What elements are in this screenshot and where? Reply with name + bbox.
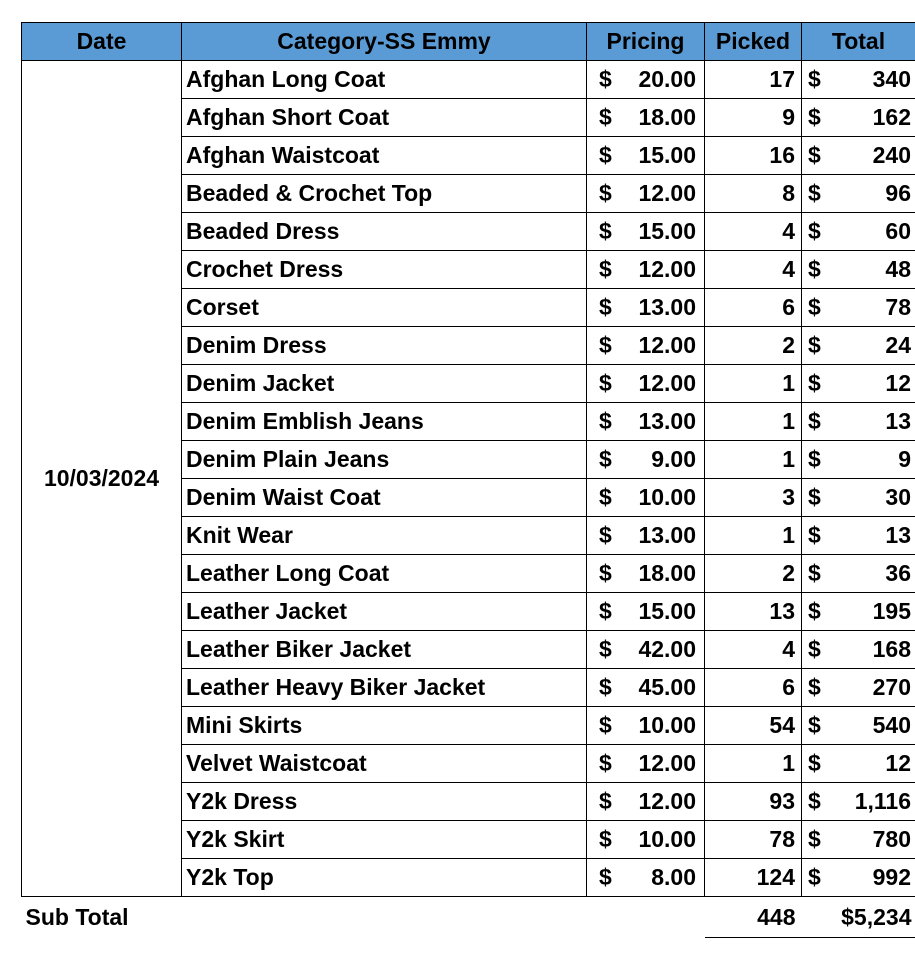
currency-symbol: $ — [599, 674, 612, 700]
total-value: 48 — [885, 256, 911, 282]
currency-symbol: $ — [808, 788, 821, 814]
pricing-value: 8.00 — [651, 864, 696, 890]
currency-symbol: $ — [599, 750, 612, 776]
category-cell[interactable]: Afghan Waistcoat — [182, 137, 587, 175]
total-cell[interactable] — [802, 631, 915, 669]
total-value: 540 — [872, 712, 911, 738]
pricing-cell[interactable] — [587, 517, 705, 555]
date-cell[interactable]: 10/03/2024 — [22, 61, 182, 897]
header-date[interactable]: Date — [22, 23, 182, 61]
total-value: 13 — [885, 522, 911, 548]
currency-symbol: $ — [599, 370, 612, 396]
pricing-cell[interactable] — [587, 365, 705, 403]
picked-cell[interactable]: 8 — [705, 175, 802, 213]
currency-symbol: $ — [808, 66, 821, 92]
currency-symbol: $ — [599, 598, 612, 624]
currency-symbol: $ — [599, 636, 612, 662]
picked-cell[interactable]: 9 — [705, 99, 802, 137]
pricing-value: 12.00 — [638, 256, 696, 282]
currency-symbol: $ — [808, 826, 821, 852]
category-cell[interactable]: Corset — [182, 289, 587, 327]
table-body — [22, 61, 915, 897]
pricing-cell[interactable] — [587, 745, 705, 783]
pricing-cell[interactable] — [587, 137, 705, 175]
total-cell[interactable] — [802, 403, 915, 441]
currency-symbol: $ — [599, 332, 612, 358]
total-cell[interactable] — [802, 821, 915, 859]
currency-symbol: $ — [808, 370, 821, 396]
currency-symbol: $ — [599, 142, 612, 168]
pricing-value: 12.00 — [638, 180, 696, 206]
currency-symbol: $ — [599, 826, 612, 852]
category-cell[interactable]: Afghan Long Coat — [182, 61, 587, 99]
total-value: 13 — [885, 408, 911, 434]
currency-symbol: $ — [599, 446, 612, 472]
pricing-value: 13.00 — [638, 408, 696, 434]
total-cell[interactable] — [802, 61, 915, 99]
table-row — [22, 61, 915, 99]
subtotal-total-value: $5,234 — [841, 903, 912, 930]
total-value: 240 — [872, 142, 911, 168]
category-cell[interactable]: Denim Waist Coat — [182, 479, 587, 517]
currency-symbol: $ — [808, 598, 821, 624]
total-value: 168 — [872, 636, 911, 662]
total-value: 340 — [872, 66, 911, 92]
pricing-cell[interactable] — [587, 289, 705, 327]
pricing-cell[interactable] — [587, 821, 705, 859]
picked-cell[interactable]: 4 — [705, 213, 802, 251]
currency-symbol: $ — [599, 484, 612, 510]
pricing-cell[interactable] — [587, 631, 705, 669]
currency-symbol: $ — [599, 104, 612, 130]
picked-cell[interactable]: 3 — [705, 479, 802, 517]
picked-cell[interactable]: 1 — [705, 403, 802, 441]
subtotal-row — [22, 897, 915, 938]
picked-cell[interactable]: 2 — [705, 327, 802, 365]
category-cell[interactable]: Velvet Waistcoat — [182, 745, 587, 783]
pricing-cell[interactable] — [587, 859, 705, 897]
pricing-value: 15.00 — [638, 218, 696, 244]
total-value: 60 — [885, 218, 911, 244]
pricing-cell[interactable] — [587, 555, 705, 593]
category-cell[interactable]: Leather Jacket — [182, 593, 587, 631]
picked-cell[interactable]: 1 — [705, 517, 802, 555]
total-value: 36 — [885, 560, 911, 586]
total-cell[interactable] — [802, 137, 915, 175]
picked-cell[interactable]: 17 — [705, 61, 802, 99]
category-cell[interactable]: Denim Emblish Jeans — [182, 403, 587, 441]
pricing-value: 18.00 — [638, 104, 696, 130]
category-cell[interactable]: Leather Long Coat — [182, 555, 587, 593]
total-value: 24 — [885, 332, 911, 358]
total-cell[interactable] — [802, 479, 915, 517]
total-cell[interactable] — [802, 327, 915, 365]
pricing-value: 20.00 — [638, 66, 696, 92]
category-cell[interactable]: Knit Wear — [182, 517, 587, 555]
total-cell[interactable] — [802, 707, 915, 745]
currency-symbol: $ — [808, 332, 821, 358]
pricing-value: 12.00 — [638, 750, 696, 776]
pricing-value: 42.00 — [638, 636, 696, 662]
total-cell[interactable] — [802, 555, 915, 593]
pricing-value: 9.00 — [651, 446, 696, 472]
pricing-cell[interactable] — [587, 327, 705, 365]
subtotal-picked[interactable]: 448 — [705, 897, 802, 938]
picked-cell[interactable]: 1 — [705, 745, 802, 783]
pricing-cell[interactable] — [587, 175, 705, 213]
total-cell[interactable] — [802, 251, 915, 289]
currency-symbol: $ — [808, 674, 821, 700]
picked-cell[interactable]: 13 — [705, 593, 802, 631]
total-cell[interactable] — [802, 593, 915, 631]
table-header — [22, 23, 915, 61]
currency-symbol: $ — [808, 218, 821, 244]
currency-symbol: $ — [808, 522, 821, 548]
currency-symbol: $ — [599, 522, 612, 548]
total-cell[interactable] — [802, 859, 915, 897]
header-row — [22, 23, 915, 61]
pricing-cell[interactable] — [587, 593, 705, 631]
picked-cell[interactable]: 4 — [705, 631, 802, 669]
pricing-value: 18.00 — [638, 560, 696, 586]
pricing-value: 10.00 — [638, 826, 696, 852]
category-cell[interactable]: Y2k Top — [182, 859, 587, 897]
pricing-value: 10.00 — [638, 712, 696, 738]
currency-symbol: $ — [599, 788, 612, 814]
currency-symbol: $ — [599, 408, 612, 434]
currency-symbol: $ — [808, 446, 821, 472]
currency-symbol: $ — [599, 180, 612, 206]
currency-symbol: $ — [599, 294, 612, 320]
picked-cell[interactable]: 16 — [705, 137, 802, 175]
total-value: 270 — [872, 674, 911, 700]
category-cell[interactable]: Beaded & Crochet Top — [182, 175, 587, 213]
pricing-cell[interactable] — [587, 61, 705, 99]
picked-cell[interactable]: 1 — [705, 365, 802, 403]
header-category[interactable]: Category-SS Emmy — [182, 23, 587, 61]
total-value: 195 — [872, 598, 911, 624]
picked-cell[interactable]: 93 — [705, 783, 802, 821]
pricing-value: 12.00 — [638, 370, 696, 396]
currency-symbol: $ — [599, 66, 612, 92]
total-value: 30 — [885, 484, 911, 510]
category-cell[interactable]: Afghan Short Coat — [182, 99, 587, 137]
total-value: 78 — [885, 294, 911, 320]
currency-symbol: $ — [808, 864, 821, 890]
pricing-cell[interactable] — [587, 479, 705, 517]
total-value: 162 — [872, 104, 911, 130]
category-cell[interactable]: Denim Jacket — [182, 365, 587, 403]
pricing-value: 12.00 — [638, 788, 696, 814]
category-cell[interactable]: Beaded Dress — [182, 213, 587, 251]
pricing-value: 45.00 — [638, 674, 696, 700]
currency-symbol: $ — [808, 408, 821, 434]
currency-symbol: $ — [808, 104, 821, 130]
total-cell[interactable] — [802, 175, 915, 213]
total-value: 9 — [898, 446, 911, 472]
total-cell[interactable] — [802, 745, 915, 783]
currency-symbol: $ — [808, 180, 821, 206]
total-value: 96 — [885, 180, 911, 206]
currency-symbol: $ — [808, 750, 821, 776]
currency-symbol: $ — [808, 142, 821, 168]
header-total[interactable]: Total — [802, 23, 915, 61]
picked-cell[interactable]: 124 — [705, 859, 802, 897]
category-cell[interactable]: Y2k Skirt — [182, 821, 587, 859]
total-value: 12 — [885, 750, 911, 776]
currency-symbol: $ — [808, 256, 821, 282]
total-cell[interactable] — [802, 365, 915, 403]
pricing-value: 12.00 — [638, 332, 696, 358]
pricing-value: 15.00 — [638, 598, 696, 624]
total-value: 992 — [872, 864, 911, 890]
total-cell[interactable] — [802, 669, 915, 707]
pricing-cell[interactable] — [587, 213, 705, 251]
header-pricing[interactable]: Pricing — [587, 23, 705, 61]
pricing-value: 10.00 — [638, 484, 696, 510]
category-cell[interactable]: Leather Heavy Biker Jacket — [182, 669, 587, 707]
pricing-cell[interactable] — [587, 783, 705, 821]
currency-symbol: $ — [599, 256, 612, 282]
pricing-cell[interactable] — [587, 707, 705, 745]
category-cell[interactable]: Denim Dress — [182, 327, 587, 365]
total-cell[interactable] — [802, 213, 915, 251]
picked-cell[interactable]: 6 — [705, 669, 802, 707]
total-cell[interactable] — [802, 517, 915, 555]
currency-symbol: $ — [599, 218, 612, 244]
picked-cell[interactable]: 4 — [705, 251, 802, 289]
picked-cell[interactable]: 6 — [705, 289, 802, 327]
currency-symbol: $ — [599, 864, 612, 890]
subtotal-pricing-empty[interactable] — [587, 897, 705, 938]
pricing-cell[interactable] — [587, 441, 705, 479]
total-value: 12 — [885, 370, 911, 396]
pricing-cell[interactable] — [587, 99, 705, 137]
currency-symbol: $ — [599, 560, 612, 586]
currency-symbol: $ — [808, 484, 821, 510]
spreadsheet — [21, 22, 915, 938]
category-cell[interactable]: Leather Biker Jacket — [182, 631, 587, 669]
currency-symbol: $ — [808, 294, 821, 320]
total-cell[interactable] — [802, 783, 915, 821]
total-cell[interactable] — [802, 99, 915, 137]
pricing-value: 13.00 — [638, 522, 696, 548]
subtotal-label[interactable]: Sub Total — [25, 903, 129, 930]
picked-items-table — [21, 22, 915, 938]
currency-symbol: $ — [808, 636, 821, 662]
pricing-cell[interactable] — [587, 403, 705, 441]
subtotal-total[interactable] — [802, 897, 915, 938]
pricing-cell[interactable] — [587, 251, 705, 289]
picked-cell[interactable]: 78 — [705, 821, 802, 859]
category-cell[interactable]: Mini Skirts — [182, 707, 587, 745]
picked-cell[interactable]: 2 — [705, 555, 802, 593]
picked-cell[interactable]: 54 — [705, 707, 802, 745]
total-value: 1,116 — [854, 788, 911, 814]
total-value: 780 — [872, 826, 911, 852]
pricing-cell[interactable] — [587, 669, 705, 707]
pricing-value: 15.00 — [638, 142, 696, 168]
header-picked[interactable]: Picked — [705, 23, 802, 61]
category-cell[interactable]: Y2k Dress — [182, 783, 587, 821]
currency-symbol: $ — [808, 712, 821, 738]
picked-cell[interactable]: 1 — [705, 441, 802, 479]
category-cell[interactable]: Denim Plain Jeans — [182, 441, 587, 479]
table-footer — [22, 897, 915, 938]
currency-symbol: $ — [599, 712, 612, 738]
currency-symbol: $ — [808, 560, 821, 586]
total-cell[interactable] — [802, 441, 915, 479]
pricing-value: 13.00 — [638, 294, 696, 320]
category-cell[interactable]: Crochet Dress — [182, 251, 587, 289]
total-cell[interactable] — [802, 289, 915, 327]
